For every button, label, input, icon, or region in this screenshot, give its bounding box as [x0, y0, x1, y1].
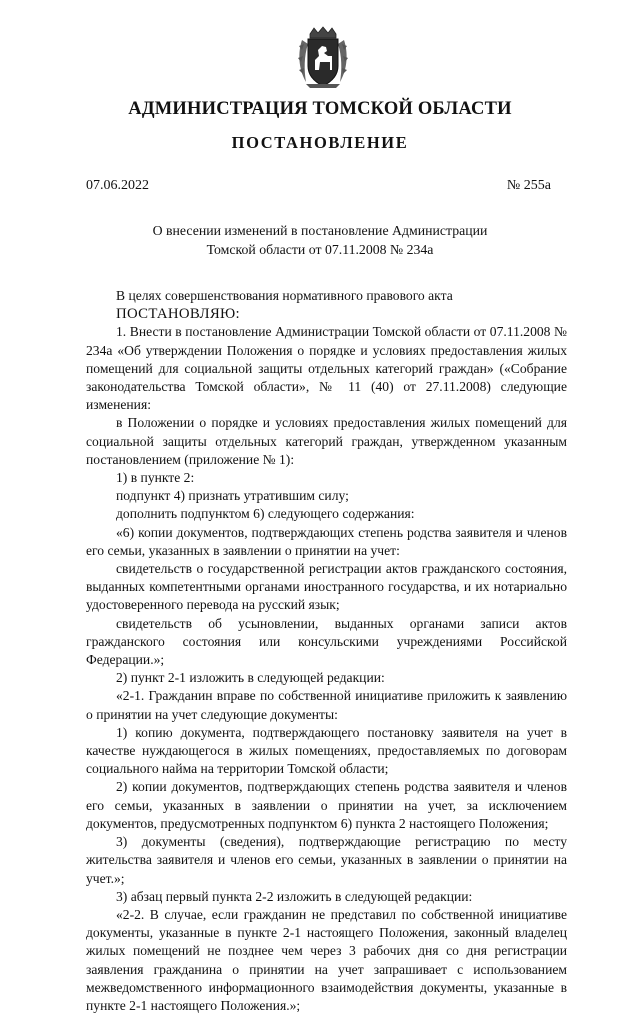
body-paragraph: свидетельств об усыновлении, выданных органами записи актов гражданского состояния или консульскими учреждениями Российской Федерации.»; — [86, 615, 567, 668]
body-paragraph: «2-1. Гражданин вправе по собственной инициативе приложить к заявлению о принятии на учет следующие документы: — [86, 688, 567, 722]
subject-line: Томской области от 07.11.2008 № 234а — [206, 242, 434, 257]
body-paragraph: свидетельств о государственной регистрации актов гражданского состояния, выданных компетентными органами иностранного государства, и их нотариально удостоверенного перевода на русский язык; — [86, 561, 567, 613]
body-paragraph: 3) документы (сведения), подтверждающие регистрацию по месту жительства заявителя и членов его семьи, указанных в заявлении о принятии на учет.»; — [86, 834, 567, 886]
body-paragraph: 2) пункт 2-1 изложить в следующей редакции: — [116, 670, 385, 686]
subject-line: О внесении изменений в постановление Администрации — [152, 223, 488, 238]
body-paragraph: 3) абзац первый пункта 2-2 изложить в следующей редакции: — [116, 888, 473, 904]
body-paragraph: 1) в пункте 2: — [116, 470, 195, 486]
body-paragraph: «2-2. В случае, если гражданин не представил по собственной инициативе документы, указанные в пункте 2-1 настоящего Положения, законный владелец жилых помещений не позднее чем через 3 рабочих дня со дня регистрации заявления гражданина о принятии на учет запрашивает с использованием межведомственного информационного взаимодействия документы, указанные в пункте 2-1 настоящего Положения.»; — [86, 906, 567, 1013]
document-subject — [0, 221, 640, 259]
body-paragraph: дополнить подпунктом 6) следующего содержания: — [116, 506, 415, 522]
body-paragraph: «6) копии документов, подтверждающих степень родства заявителя и членов его семьи, указанных в заявлении о принятии на учет: — [86, 524, 567, 558]
document-date: 07.06.2022 — [86, 178, 149, 193]
body-paragraph: 1. Внести в постановление Администрации Томской области от 07.11.2008 № 234а «Об утверждении Положения о порядке и условиях предоставления жилых помещений для социальной защиты отдельных категорий граждан» («Собрание законодательства Томской области», № 11 (40) от 27.11.2008) следующие изменения: — [86, 324, 567, 413]
document-type: ПОСТАНОВЛЕНИЕ — [231, 133, 409, 152]
body-paragraph: подпункт 4) признать утратившим силу; — [116, 488, 349, 504]
document-number: № 255а — [506, 178, 551, 193]
organization-title: АДМИНИСТРАЦИЯ ТОМСКОЙ ОБЛАСТИ — [128, 99, 512, 119]
body-paragraph: в Положении о порядке и условиях предоставления жилых помещений для социальной защиты отдельных категорий граждан, утвержденном указанным постановлением (приложение № 1): — [86, 415, 567, 467]
decree-word: ПОСТАНОВЛЯЮ: — [116, 306, 240, 323]
body-paragraph: 2) копии документов, подтверждающих степень родства заявителя и членов его семьи, указанных в заявлении о принятии на учет, за исключением документов, предусмотренных подпунктом 6) пункта 2 настоящего Положения; — [86, 779, 567, 831]
document-body — [86, 287, 567, 1015]
preamble: В целях совершенствования нормативного правового акта — [116, 288, 453, 303]
tomsk-coat-of-arms-icon — [296, 26, 350, 90]
body-paragraph: 1) копию документа, подтверждающего постановку заявителя на учет в качестве нуждающегося в жилых помещениях, предоставляемых по договорам социального найма на территории Томской области; — [86, 724, 567, 777]
